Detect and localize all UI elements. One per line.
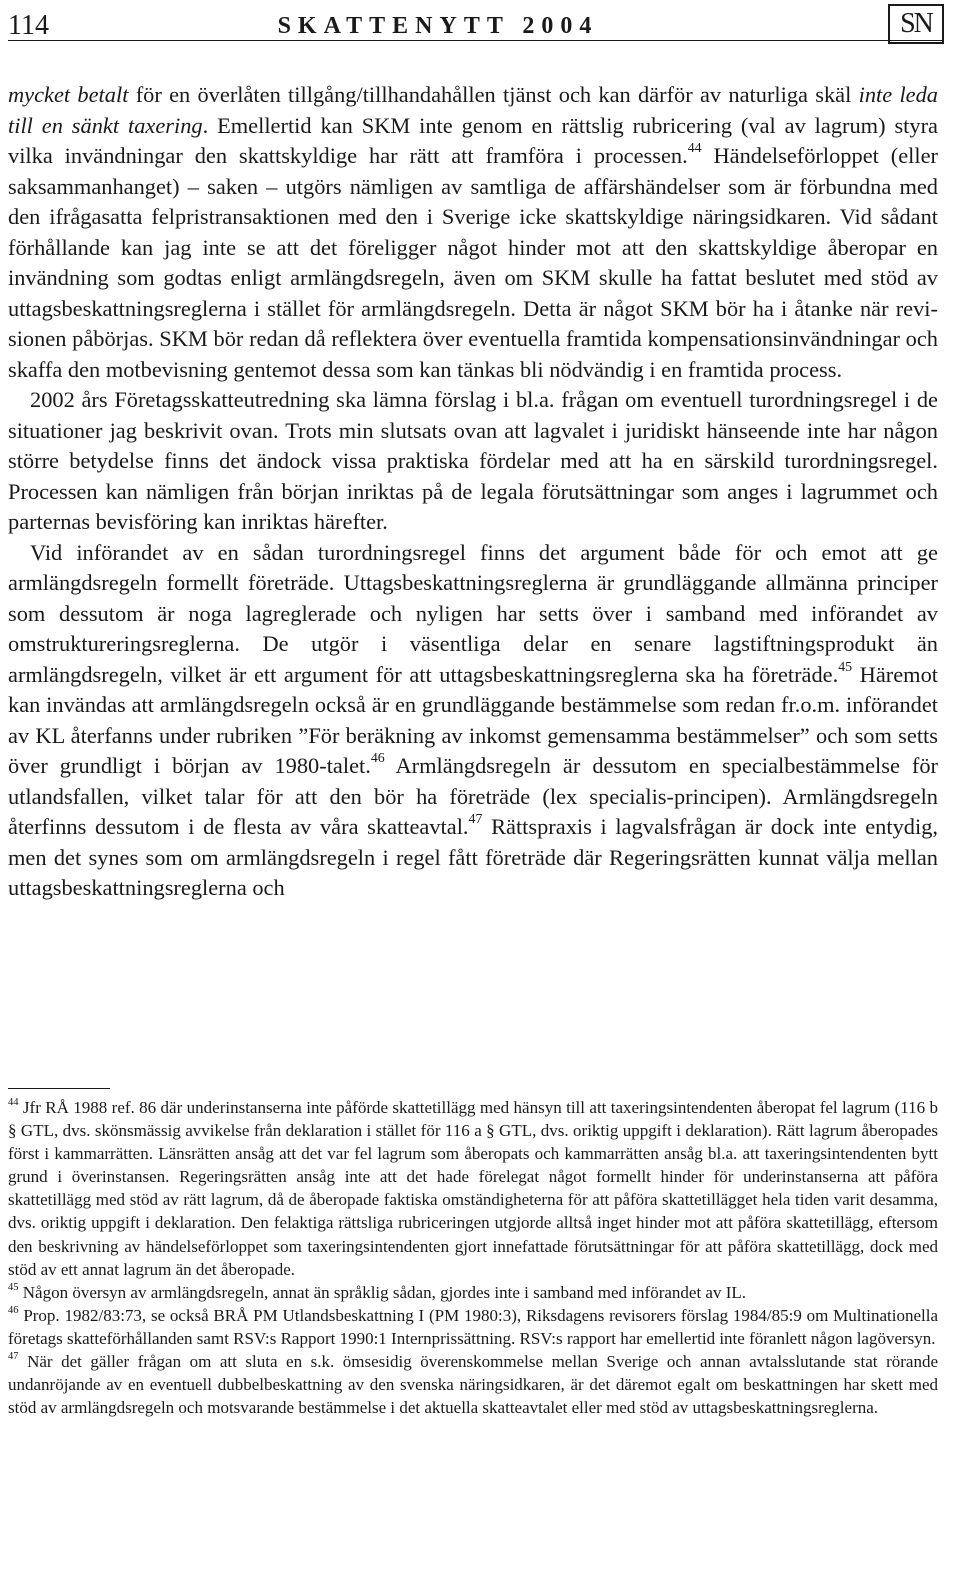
page-number: 114 <box>8 10 49 41</box>
footnote-45 <box>8 1281 938 1304</box>
footnote-text: Någon översyn av armlängdsregeln, annat än språklig sådan, gjordes inte i samband med införandet av IL. <box>18 1282 747 1302</box>
footnote-ref: 45 <box>838 659 853 675</box>
paragraph-text: Häremot kan invändas att armlängdsregeln också är en grundläggande bestämmelse som redan fr.o.m. införandet av KL återfanns under rubriken ”För beräkning av inkomst gemensamma bestämmelser” och som setts över grundligt i början av 1980-talet. <box>8 661 938 778</box>
footnotes <box>8 1096 938 1419</box>
journal-title: SKATTENYTT 2004 <box>277 13 599 39</box>
footnote-text: Prop. 1982/83:73, se också BRÅ PM Utlandsbeskattning I (PM 1980:3), Riksdagens revisorers förslag 1984/85:9 om Multinationella företags skatteförhållanden samt RSV:s Rapport 1990:1 Internprissättning. RSV:s rapport har emellertid inte föranlett någon lagöversyn. <box>8 1305 938 1348</box>
footnote-ref: 46 <box>370 751 385 767</box>
footnote-ref: 44 <box>687 141 702 157</box>
body-text <box>8 80 938 904</box>
paragraph-text: Händelseförloppet (eller saksammanhanget) – saken – utgörs nämligen av samtliga de affärshändelser som är förbundna med den ifrågasatta felpristransaktionen med den i Sverige icke skattskyldige näringsidkaren. Vid sådant förhållande kan jag inte se att det föreligger något hinder mot att den skattskyldige åberopar en invändning som godtas enligt armlängdsregeln, även om SKM skulle ha fattat beslutet med stöd av uttagsbeskattningsreglerna i stället för armlängdsregeln. Detta är något SKM bör ha i åtanke när revisionen påbörjas. SKM bör redan då reflektera över eventuella framtida kompensationsinvändningar och skaffa den motbevisning gentemot dessa som kan tänkas bli nödvändig i en framtida process. <box>8 143 938 382</box>
footnote-rule <box>8 1088 110 1089</box>
footnote-text: När det gäller frågan om att sluta en s.k. ömsesidig överenskommelse mellan Sverige och annan avtalsslutande stat rörande undanröjande av en eventuell dubbelbeskattning av den svenska näringsidkaren, är det däremot egalt om beskattningen har skett med stöd av armlängdsregeln och motsvarande bestämmelse i det aktuella skatteavtalet eller med stöd av uttagsbeskattningsreglerna. <box>8 1352 938 1418</box>
paragraph-2: 2002 års Företagsskatteutredning ska lämna förslag i bl.a. frågan om eventuell turordningsregel i de situationer jag beskrivit ovan. Trots min slutsats ovan att lagvalet i juridiskt hänseende inte har någon större betydelse finns det ändock vissa praktiska fördelar med att ha en särskild turordningsregel. Processen kan nämligen från början inriktas på de legala förutsättningar som anges i lagrummet och parternas bevisföring kan inriktas härefter. <box>8 387 938 534</box>
footnote-text: Jfr RÅ 1988 ref. 86 där underinstanserna inte påförde skattetillägg med hänsyn till att taxeringsintendenten åberopat fel lagrum (116 b § GTL, dvs. skönsmässig avvikelse från deklaration i stället för 116 a § GTL, dvs. oriktig uppgift i deklaration). Rätt lagrum åberopades först i kammarrätten. Länsrätten ansåg att det var fel lagrum som åberopats och kammarrätten ansåg bl.a. att taxeringsintendenten bytt grund i överinstansen. Regeringsrätten ansåg inte att det hade förelegat något formellt hinder för underinstanserna att påföra skattetillägg med stöd av rätt lagrum, då de åberopade faktiska omständigheterna för att påföra skattetillägget hela tiden varit desamma, dvs. oriktig uppgift i deklaration. Den felaktiga rättsliga rubriceringen utgjorde alltså inget hinder mot att påföra skattetillägg, eftersom den beskrivning av händelseförloppet som taxeringsintendenten gjort innefattade förutsättningar för att påföra skattetillägg, dock med stöd av ett annat lagrum än det åberopade. <box>8 1098 938 1279</box>
sn-logo: SN <box>888 4 944 44</box>
footnote-number: 46 <box>8 1304 19 1316</box>
footnote-47 <box>8 1350 938 1419</box>
paragraph-text: . Emellertid kan SKM inte genom en rättslig rubricering (val av lagrum) styra vilka invändningar den skattskyldige har rätt att framföra i processen. <box>8 112 938 168</box>
paragraph-text: Rättspraxis i lagvalsfrågan är dock inte entydig, men det synes som om armlängdsregeln i regel fått företräde där Regeringsrätten kunnat välja mellan uttagsbeskattningsreglerna och <box>8 814 938 900</box>
footnote-ref: 47 <box>468 812 483 828</box>
footnote-number: 45 <box>8 1281 19 1293</box>
footnote-44 <box>8 1096 938 1281</box>
emphasis-text: inte leda till en sänkt taxering <box>8 82 938 138</box>
paragraph-text: för en överlåten tillgång/tillhandahållen tjänst och kan därför av naturliga skäl <box>128 82 859 107</box>
emphasis-text: mycket betalt <box>8 82 129 107</box>
paragraph-text: Armlängdsregeln är dessutom en specialbestämmelse för utlandsfallen, vilket talar för att den bör ha företräde (lex specialis-principen). Armlängdsregeln återfinns dessutom i de flesta av våra skatteavtal. <box>8 753 938 839</box>
footnote-46 <box>8 1304 938 1350</box>
header-rule <box>8 40 944 41</box>
page-header <box>8 4 944 44</box>
paragraph-3 <box>8 538 938 904</box>
paragraph-text: Vid införandet av en sådan turordningsregel finns det argument både för och emot att ge armlängdsregeln formellt företräde. Uttagsbeskattningsreglerna är grundläggande allmänna principer som dessutom är noga lagreglerade och nyligen har setts över i samband med införandet av omstruktureringsreglerna. De utgör i väsentliga delar en senare lagstiftningsprodukt än armlängdsregeln, vilket är ett argument för att uttagsbeskattningsreglerna ska ha företräde. <box>8 539 938 687</box>
paragraph-1 <box>8 80 938 385</box>
footnote-number: 47 <box>8 1350 19 1362</box>
footnote-number: 44 <box>8 1096 19 1108</box>
